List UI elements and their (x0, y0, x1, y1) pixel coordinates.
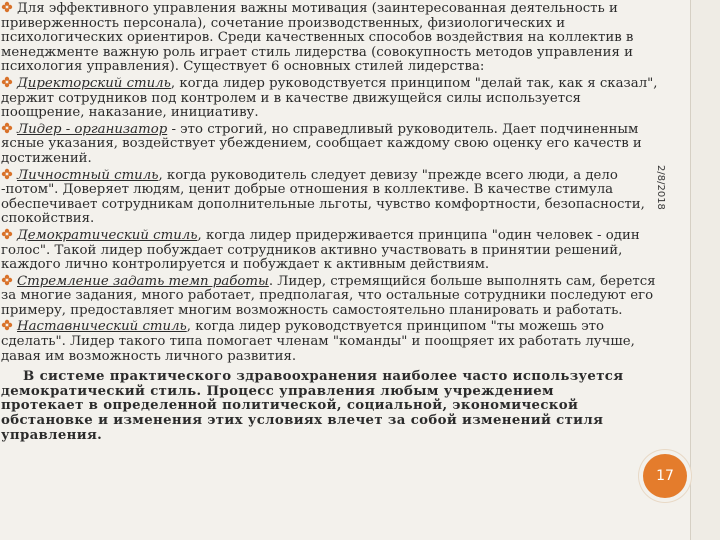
style-term: Наставнический стиль (17, 319, 187, 335)
list-item (0, 273, 664, 319)
bullet-flower-icon (1, 168, 13, 180)
bullet-flower-icon (1, 1, 13, 13)
para-text: Для эффективного управления важны мотивация (заинтересованная деятельность и приверженность персонала), сочетание производственных, физиологических и психологических ориентиров. Среди качественных способов воздействия на коллектив в менеджменте важную роль играет стиль лидерства (совокупность методов управления и психология управления). Существует 6 основных стилей лидерства: (1, 1, 634, 75)
page-number-badge: 17 (643, 454, 687, 498)
side-strip (691, 0, 720, 540)
style-term: Стремление задать темп работы (17, 273, 269, 289)
style-term: Демократический стиль (17, 227, 198, 243)
para-text: - это строгий, но справедливый руководитель. Дает подчиненным ясные указания, воздействует убеждением, сообщает каждому свою оценку его качеств и достижений. (1, 121, 642, 166)
list-item (0, 318, 664, 364)
slide-date: 2/8/2018 (655, 165, 666, 210)
list-item (0, 75, 664, 121)
para-text: , когда лидер руководствуется принципом "делай так, как я сказал", держит сотрудников под контролем и в качестве движущейся силы используется поощрение, наказание, инициативу. (1, 75, 658, 121)
bullet-flower-icon (1, 122, 13, 134)
side-divider (690, 0, 691, 540)
style-term: Лидер - организатор (17, 121, 168, 137)
style-term: Личностный стиль (17, 167, 159, 183)
bullet-flower-icon (1, 228, 13, 240)
list-item (0, 121, 664, 167)
para-text: . Лидер, стремящийся больше выполнять сам, берется за многие задания, много работает, предполагая, что остальные сотрудники последуют его примеру, предоставляет многим возможность самостоятельно планировать и работать. (1, 273, 656, 318)
list-item (0, 167, 664, 227)
bullet-flower-icon (1, 274, 13, 286)
list-item (0, 227, 664, 273)
bullet-flower-icon (1, 76, 13, 88)
style-term: Директорский стиль (17, 75, 171, 91)
para-text: , когда лидер руководствуется принципом "ты можешь это сделать". Лидер такого типа помогает членам "команды" и поощряет их работать лучше, давая им возможность личного развития. (1, 319, 635, 364)
bullet-flower-icon (1, 319, 13, 331)
list-item (0, 0, 664, 75)
para-text: , когда руководитель следует девизу "прежде всего люди, а дело -потом". Доверяет людям, ценит добрые отношения в коллективе. В качестве стимула обеспечивает сотрудникам дополнительные льготы, чувство комфортности, безопасности, спокойствия. (1, 167, 645, 227)
conclusion-text: В системе практического здравоохранения наиболее часто используется демократический стиль. Процесс управления любым учреждением протекает в определенной политической, социальной, экономической обстановке и изменения этих условиях влечет за собой изменений стиля управления. (1, 369, 624, 443)
para-text: , когда лидер придерживается принципа "один человек - один голос". Такой лидер побуждает сотрудников активно участвовать в принятии решений, каждого лично контролируется и побуждает к активным действиям. (1, 227, 640, 273)
